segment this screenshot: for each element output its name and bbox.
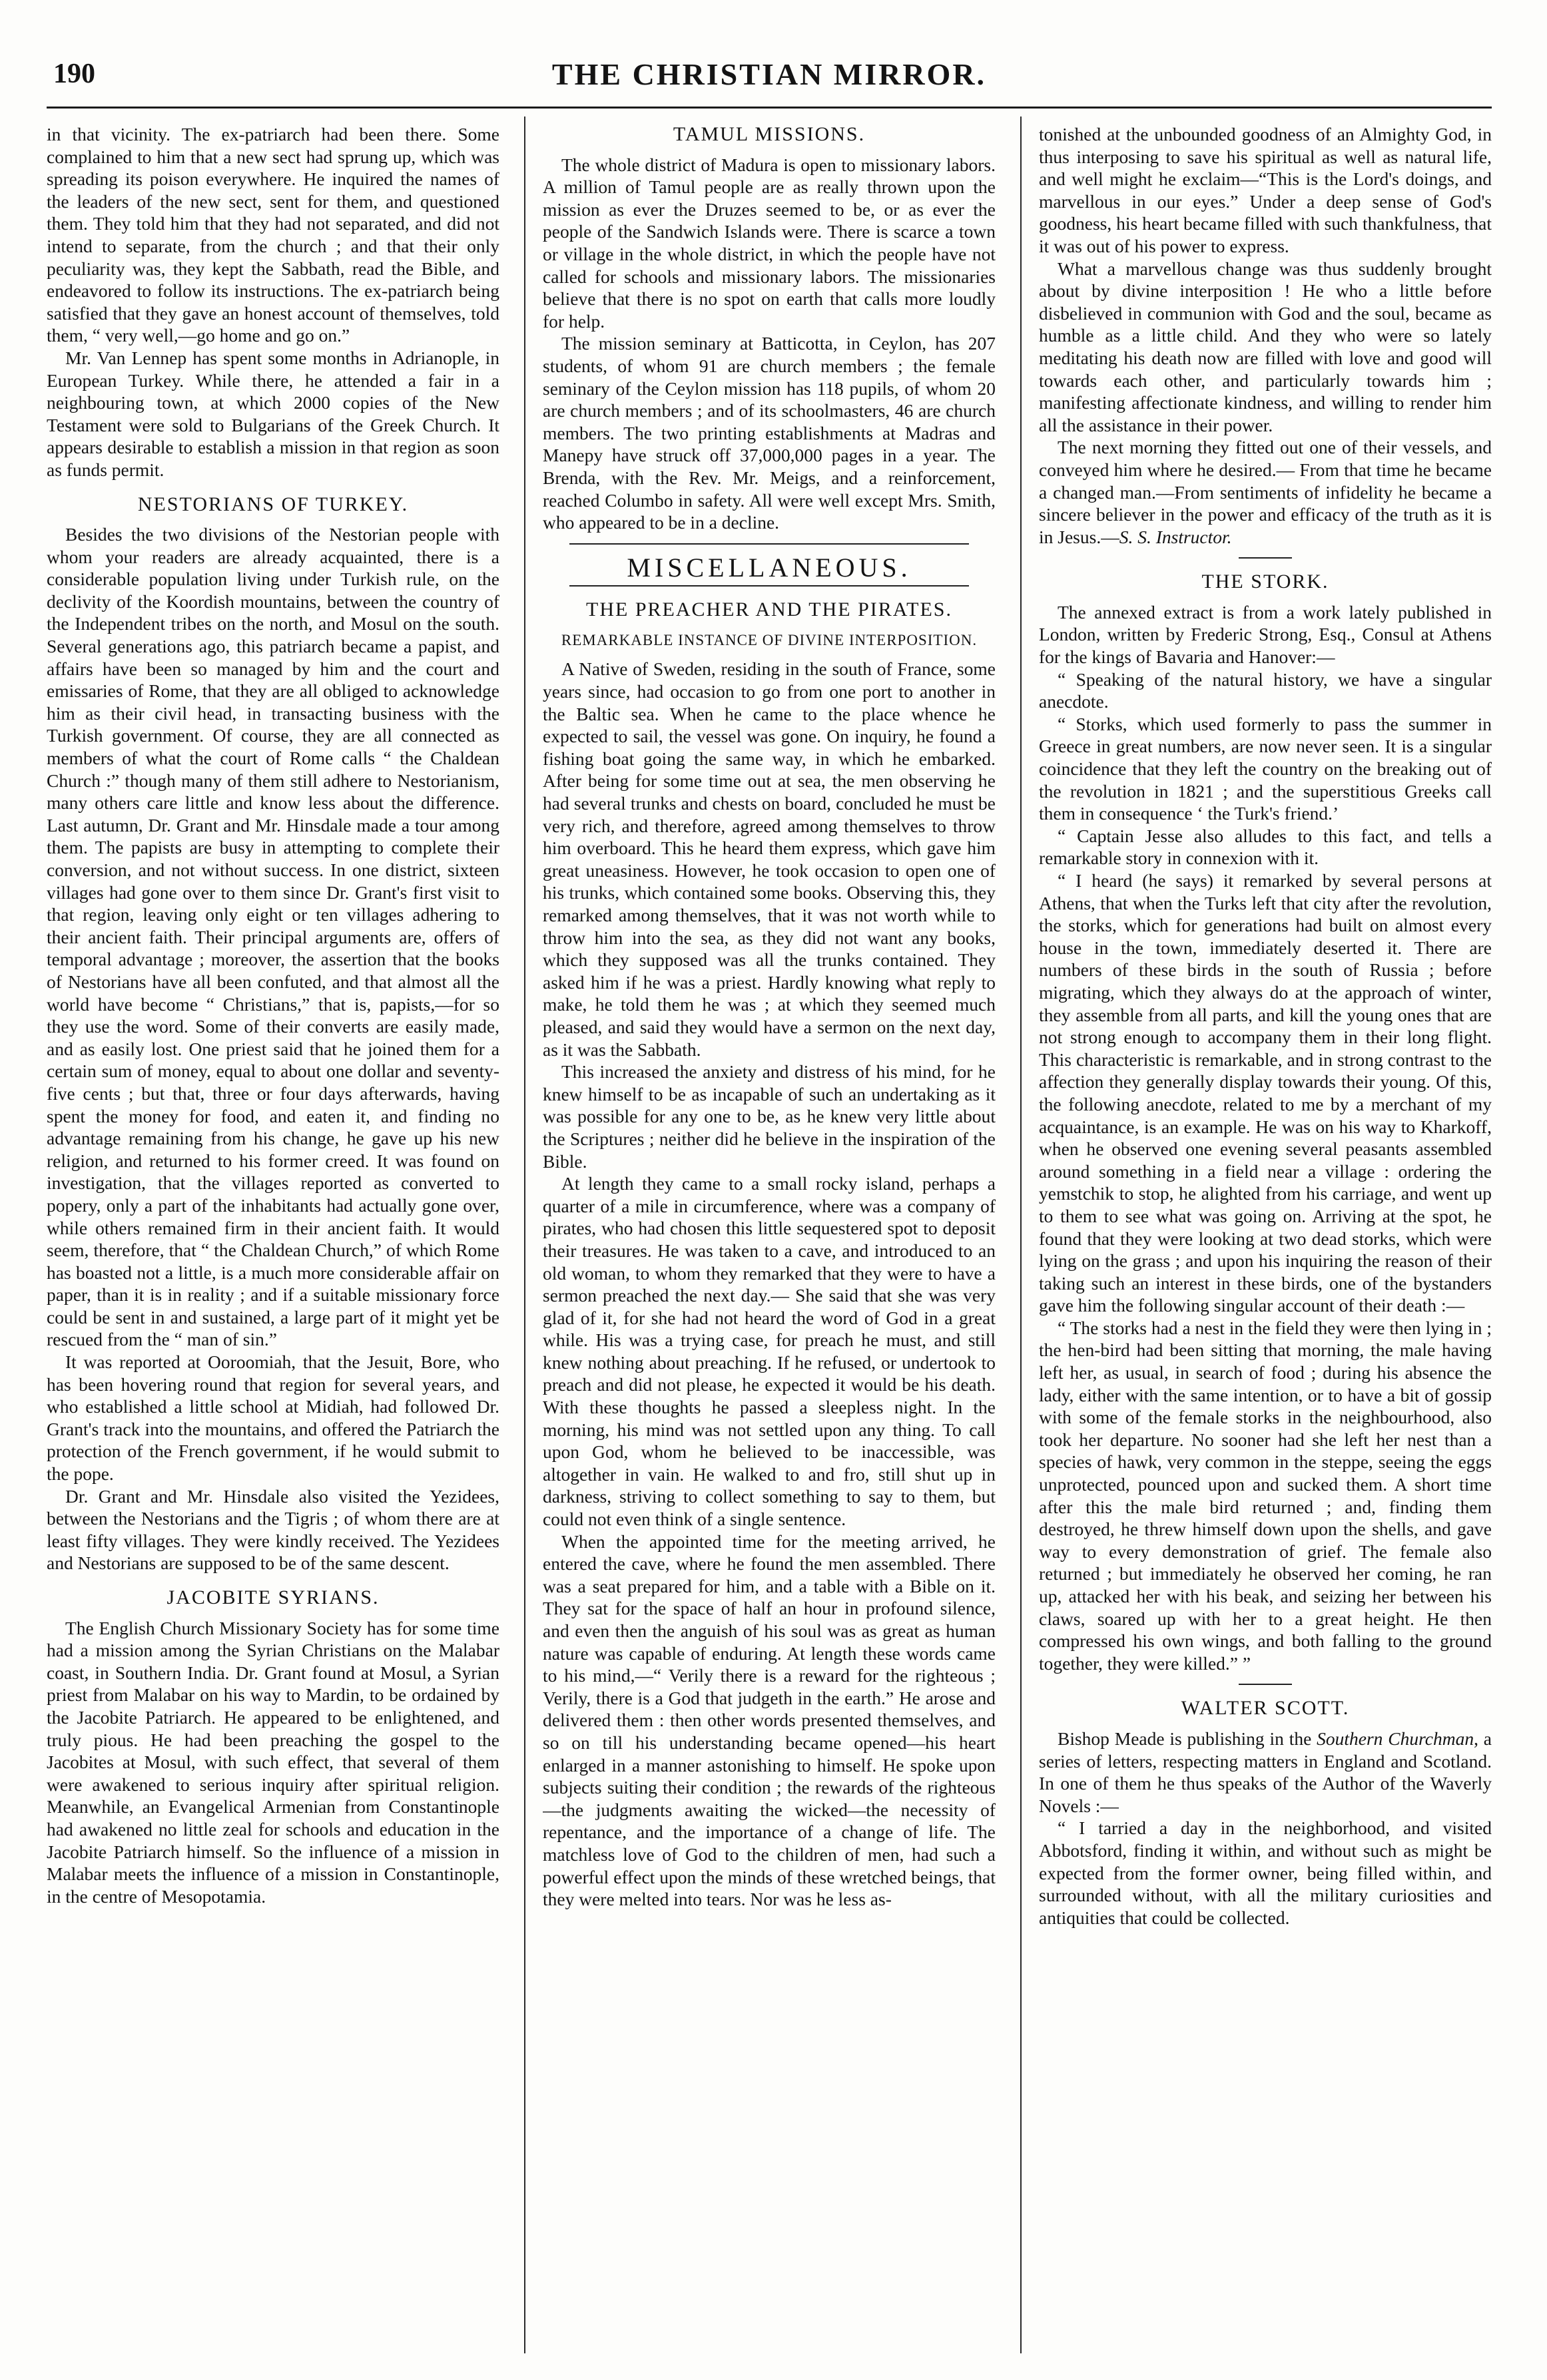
- paragraph-text: Bishop Meade is publishing in the: [1058, 1728, 1317, 1749]
- paragraph: This increased the anxiety and distress of his mind, for he knew himself to be as incapable of such an undertaking as it was possible for any one to be, as he knew very little about the Scriptures ; neither did he believe in the inspiration of the Bible.: [543, 1061, 996, 1172]
- article-subheading: REMARKABLE INSTANCE OF DIVINE INTERPOSITION.: [561, 631, 978, 648]
- running-title: THE CHRISTIAN MIRROR.: [551, 57, 987, 91]
- paragraph: Besides the two divisions of the Nestorian people with whom your readers are already acquainted, there is a considerable population living under Turkish rule, on the declivity of the Koordish mountains, between the country of the Independent tribes on the north, and Mosul on the south. Several generations ago, this patriarch became a papist, and affairs have been so managed by him and the court and emissaries of Rome, that they are all obliged to acknowledge him as their civil head, in transacting business with the Turkish government. Of course, they are all connected as members of what the court of Rome calls “ the Chaldean Church :” though many of them still adhere to Nestorianism, many others care little and know less about the difference. Last autumn, Dr. Grant and Mr. Hinsdale made a tour among them. The papists are busy in attempting to complete their conversion, and not without success. In one district, sixteen villages had gone over to them since Dr. Grant's first visit to that region, leaving only eight or ten villages adhering to their ancient faith. Their principal arguments are, offers of temporal advantage ; moreover, the assertion that the books of Nestorians have all been confuted, and that almost all the world have become “ Christians,” that is, papists,—for so they use the word. Some of their converts are easily made, and as easily lost. One priest said that he joined them for a certain sum of money, equal to about one dollar and seventy-five cents ; but that, three or four days afterwards, having spent the money for food, and eaten it, and finding no advantage remaining from his change, he gave up his new religion, and returned to his former creed. It was found on investigation, that the villages reported as converted to popery, only a part of the inhabitants had actually gone over, while others remained firm in their ancient faith. It would seem, therefore, that “ the Chaldean Church,” of which Rome has boasted not a little, is a much more considerable affair on paper, than it is in reality ; and if a suitable missionary force could be sent in and sustained, a large part of it might yet be rescued from the “ man of sin.”: [47, 524, 499, 1350]
- paragraph-text: The next morning they fitted out one of their vessels, and conveyed him where he desired.— From that time he became a changed man.—From sentiments of infidelity he became a sincere believer in the power and efficacy of the truth as it is in Jesus.—: [1039, 437, 1492, 547]
- page-header: [47, 50, 1492, 103]
- paragraph: [1039, 1728, 1492, 1817]
- paragraph: At length they came to a small rocky island, perhaps a quarter of a mile in circumference, where was a company of pirates, who had chosen this little sequestered spot to deposit their treasures. He was taken to a cave, and introduced to an old woman, to whom they remarked that they were to have a sermon preached the next day.— She said that she was very glad of it, for she had not heard the word of God in a great while. His was a trying case, for preach he must, and still knew nothing about preaching. If he refused, or undertook to preach and did not please, he expected it would be his death. With these thoughts he passed a sleepless night. In the morning, his mind was not settled upon any thing. To call upon God, whom he believed to be inaccessible, was altogether in vain. He walked to and fro, still shut up in darkness, striving to collect something to say to them, but could not even think of a single sentence.: [543, 1173, 996, 1530]
- section-heading-miscellaneous: MISCELLANEOUS.: [627, 552, 912, 583]
- paragraph: “ Storks, which used formerly to pass the summer in Greece in great numbers, are now never seen. It is a singular coincidence that they left the country on the breaking out of the revolution in 1821 ; and the superstitious Greeks call them in consequence ‘ the Turk's friend.’: [1039, 713, 1492, 824]
- paragraph: tonished at the unbounded goodness of an Almighty God, in thus interposing to save his spiritual as well as natural life, and well might he exclaim—“This is the Lord's doings, and marvellous in our eyes.” Under a deep sense of God's goodness, his heart became filled with such thankfulness, that it was out of his power to express.: [1039, 124, 1492, 256]
- column-left: [47, 123, 499, 2347]
- paragraph: “ I heard (he says) it remarked by several persons at Athens, that when the Turks left that city after the revolution, the storks, which for generations had built on almost every house in the town, immediately deserted it. There are numbers of these birds in the south of Russia ; before migrating, which they always do at the approach of winter, they assemble from all parts, and kill the young ones that are not strong enough to accompany them in their long flight. This characteristic is remarkable, and in strong contrast to the affection they generally display towards their young. Of this, the following anecdote, related to me by a merchant of my acquaintance, is an example. He was on his way to Kharkoff, when he observed one evening several peasants assembled around something in a field near a village : ordering the yemstchik to stop, he alighted from his carriage, and went up to them to see what was going on. Arriving at the spot, he found that they were looking at two dead storks, which were lying on the grass ; and upon his inquiring the reason of their taking such an interest in these birds, one of the bystanders gave him the following singular account of their death :—: [1039, 870, 1492, 1316]
- column-middle: [543, 123, 996, 2347]
- column-rule-2: [1020, 117, 1022, 2353]
- section-divider: [569, 543, 969, 545]
- column-right: [1039, 123, 1492, 2347]
- column-rule-1: [524, 117, 525, 2353]
- section-heading-nestorians: NESTORIANS OF TURKEY.: [137, 493, 409, 515]
- paragraph: “ I tarried a day in the neighborhood, and visited Abbotsford, finding it within, and without such as might be expected from the former owner, being filled within, and surrounded without, with all the military curiosities and antiquities that could be collected.: [1039, 1817, 1492, 1928]
- paragraph: When the appointed time for the meeting arrived, he entered the cave, where he found the men assembled. There was a seat prepared for him, and a table with a Bible on it. They sat for the space of half an hour in profound silence, and even then the anguish of his soul was as great as human nature was capable of enduring. At length these words came to his mind,—“ Verily there is a reward for the righteous ; Verily, there is a God that judgeth in the earth.” He arose and delivered them : then other words presented themselves, and so on till his understanding became opened—his heart enlarged in a manner astonishing to himself. He spoke upon subjects suiting their condition ; the rewards of the righteous—the judgments awaiting the wicked—the necessity of repentance, and the importance of a change of life. The matchless love of God to the children of men, had such a powerful effect upon the minds of these wretched beings, that they were melted into tears. Nor was he less as-: [543, 1531, 996, 1910]
- article-heading-stork: THE STORK.: [1201, 571, 1329, 593]
- paragraph: “ The storks had a nest in the field they were then lying in ; the hen-bird had been sitting that morning, the male having left her, as usual, in search of food ; during his absence the lady, either with the same intention, or to have a bit of gossip with some of the female storks in the neighbourhood, also took her departure. No sooner had she left her nest than a species of hawk, very common in the steppe, seeing the eggs unprotected, pounced upon and sucked them. A short time after this the male bird returned ; and, finding them destroyed, he threw himself down upon the shells, and gave way to every demonstration of grief. The female also returned ; but immediately he observed her coming, he ran up, attacked her with his beak, and seizing her between his claws, soared up with her to a great height. He then compressed his own wings, and both falling to the ground together, they were killed.” ”: [1039, 1317, 1492, 1674]
- section-divider: [569, 585, 969, 587]
- paragraph: The English Church Missionary Society has for some time had a mission among the Syrian Christians on the Malabar coast, in Southern India. Dr. Grant found at Mosul, a Syrian priest from Malabar on his way to Mardin, to be ordained by the Jacobite Patriarch. He appeared to be enlightened, and truly pious. He had been preaching the gospel to the Jacobites at Mosul, with such effect, that several of them were awakened to serious inquiry after spiritual religion. Meanwhile, an Evangelical Armenian from Constantinople had awakened no little zeal for schools and education in the Jacobite Patriarch himself. So the influence of a mission in Malabar meets the influence of a mission in Constantinople, in the centre of Mesopotamia.: [47, 1617, 499, 1907]
- paragraph: What a marvellous change was thus suddenly brought about by divine interposition ! He who a little before disbelieved in communion with God and the soul, became as humble as a little child. And they who were so lately meditating his death now are filled with love and good will towards each other, and particularly towards him ; manifesting affectionate kindness, and willing to render him all the assistance in their power.: [1039, 258, 1492, 435]
- source-citation: S. S. Instructor.: [1119, 526, 1232, 547]
- paragraph-text: , a series of letters, respecting matters in England and Scotland. In one of them he thus speaks of the Author of the Waverly Novels :—: [1039, 1728, 1492, 1816]
- paragraph: “ Speaking of the natural history, we have a singular anecdote.: [1039, 668, 1492, 712]
- paragraph: [1039, 436, 1492, 548]
- page-number: 190: [53, 59, 95, 89]
- header-rule: [47, 107, 1492, 109]
- paragraph: It was reported at Ooroomiah, that the Jesuit, Bore, who has been hovering round that region for several years, and who established a little school at Midiah, had followed Dr. Grant's track into the mountains, and offered the Patriarch the protection of the French government, if he would submit to the pope.: [47, 1351, 499, 1485]
- section-heading-jacobite: JACOBITE SYRIANS.: [166, 1586, 380, 1608]
- article-heading-preacher: THE PREACHER AND THE PIRATES.: [586, 598, 952, 621]
- paragraph: The annexed extract is from a work lately published in London, written by Frederic Strong, Esq., Consul at Athens for the kings of Bavaria and Hanover:—: [1039, 601, 1492, 668]
- paragraph: The whole district of Madura is open to missionary labors. A million of Tamul people are as really thrown upon the mission as ever the Druzes seemed to be, or as ever the people of the Sandwich Islands were. There is scarce a town or village in the whole district, in which the people have not called for schools and missionary labors. The missionaries believe that there is no spot on earth that calls more loudly for help.: [543, 154, 996, 332]
- short-divider: [1239, 1684, 1292, 1685]
- paragraph: in that vicinity. The ex-patriarch had been there. Some complained to him that a new sect had sprung up, which was spreading its poison everywhere. He inquired the names of the leaders of the new sect, sent for them, and questioned them. They told him that they had not separated, and did not intend to separate, from the church ; and that their only peculiarity was, they kept the Sabbath, read the Bible, and endeavored to follow its instructions. The ex-patriarch being satisfied that they gave an honest account of themselves, told them, “ very well,—go home and go on.”: [47, 124, 499, 346]
- short-divider: [1239, 557, 1292, 559]
- paragraph: The mission seminary at Batticotta, in Ceylon, has 207 students, of whom 91 are church members ; the female seminary of the Ceylon mission has 118 pupils, of whom 20 are church members ; and of its schoolmasters, 46 are church members. The two printing establishments at Madras and Manepy have struck off 37,000,000 pages in a year. The Brenda, with the Rev. Mr. Meigs, and a reinforcement, reached Columbo in safety. All were well except Mrs. Smith, who appeared to be in a decline.: [543, 333, 996, 533]
- paragraph: “ Captain Jesse also alludes to this fact, and tells a remarkable story in connexion with it.: [1039, 825, 1492, 869]
- article-heading-scott: WALTER SCOTT.: [1181, 1697, 1350, 1720]
- paragraph: Mr. Van Lennep has spent some months in Adrianople, in European Turkey. While there, he attended a fair in a neighbouring town, at which 2000 copies of the New Testament were sold to Bulgarians of the Greek Church. It appears desirable to establish a mission in that region as soon as funds permit.: [47, 347, 499, 480]
- paragraph: Dr. Grant and Mr. Hinsdale also visited the Yezidees, between the Nestorians and the Tigris ; of whom there are at least fifty villages. They were kindly received. The Yezidees and Nestorians are supposed to be of the same descent.: [47, 1485, 499, 1574]
- paragraph: A Native of Sweden, residing in the south of France, some years since, had occasion to go from one port to another in the Baltic sea. When he came to the place whence he expected to sail, the vessel was gone. On inquiry, he found a fishing boat going the same way, in which he embarked. After being for some time out at sea, the men observing he had several trunks and chests on board, concluded he must be very rich, and therefore, agreed among themselves to throw him overboard. This he heard them express, which gave him great uneasiness. However, he took occasion to open one of his trunks, which contained some books. Observing this, they remarked among themselves, that it was not worth while to throw him into the sea, as they did not want any books, which they supposed was all the trunks contained. They asked him if he was a priest. Hardly knowing what reply to make, he told them he was ; at which they seemed much pleased, and said they would have a sermon on the next day, as it was the Sabbath.: [543, 658, 996, 1060]
- section-heading-tamul: TAMUL MISSIONS.: [673, 123, 866, 145]
- publication-title: Southern Churchman: [1317, 1728, 1474, 1749]
